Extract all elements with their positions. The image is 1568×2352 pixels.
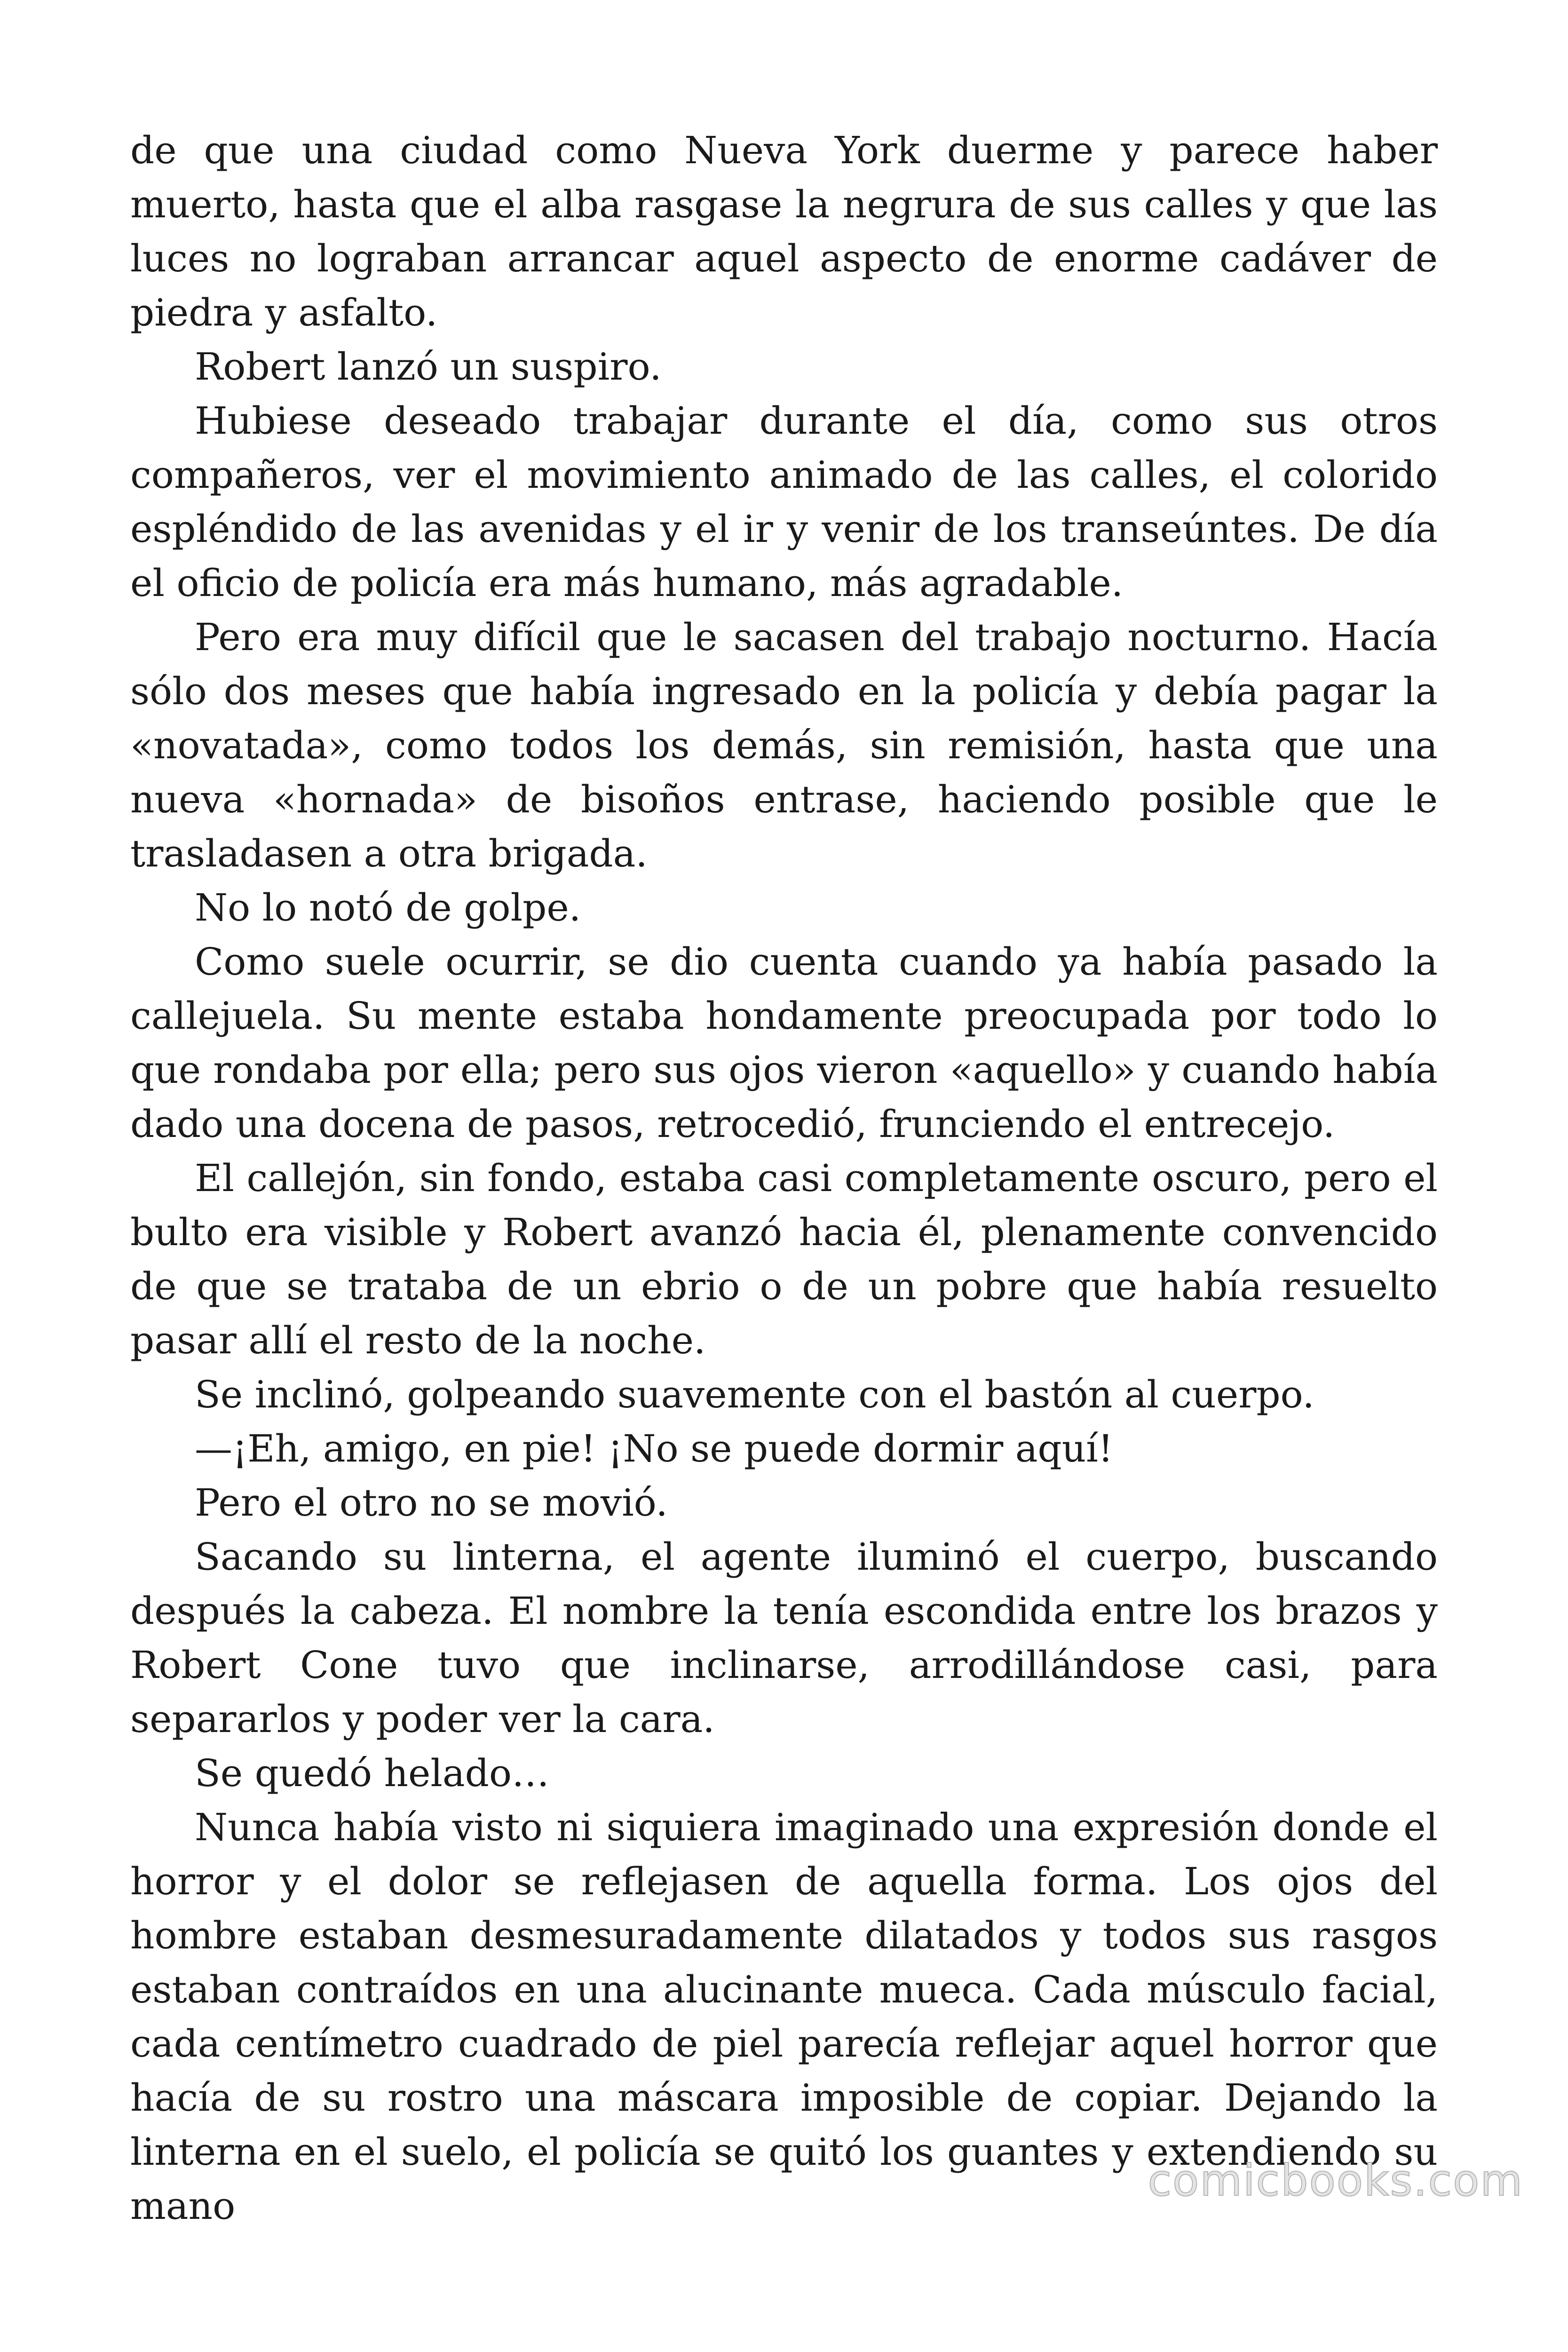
- paragraph: Se inclinó, golpeando suavemente con el bastón al cuerpo.: [195, 1373, 1315, 1416]
- paragraph-continuation: de que una ciudad como Nueva York duerme y parece haber muerto, hasta que el alba rasgase la negrura de sus calles y que las luces no lograban arrancar aquel aspecto de enorme cadáver de piedra y asfalto.: [130, 128, 1438, 334]
- paragraph: Pero el otro no se movió.: [195, 1481, 668, 1525]
- paragraph: Robert lanzó un suspiro.: [195, 345, 662, 389]
- paragraph: Se quedó helado…: [195, 1751, 549, 1795]
- body-text: [130, 123, 1438, 2233]
- dialogue-line: —¡Eh, amigo, en pie! ¡No se puede dormir aquí!: [195, 1427, 1113, 1470]
- paragraph: No lo notó de golpe.: [195, 886, 581, 930]
- paragraph: Hubiese deseado trabajar durante el día, como sus otros compañeros, ver el movimiento animado de las calles, el colorido espléndido de las avenidas y el ir y venir de los transeúntes. De día el oficio de policía era más humano, más agradable.: [130, 399, 1438, 605]
- paragraph: El callejón, sin fondo, estaba casi completamente oscuro, pero el bulto era visible y Robert avanzó hacia él, plenamente convencido de que se trataba de un ebrio o de un pobre que había resuelto pasar allí el resto de la noche.: [130, 1156, 1438, 1362]
- paragraph: Como suele ocurrir, se dio cuenta cuando ya había pasado la callejuela. Su mente estaba hondamente preocupada por todo lo que rondaba por ella; pero sus ojos vieron «aquello» y cuando había dado una docena de pasos, retrocedió, frunciendo el entrecejo.: [130, 940, 1438, 1146]
- paragraph: Nunca había visto ni siquiera imaginado una expresión donde el horror y el dolor se reflejasen de aquella forma. Los ojos del hombre estaban desmesuradamente dilatados y todos sus rasgos estaban contraídos en una alucinante mueca. Cada músculo facial, cada centímetro cuadrado de piel parecía reflejar aquel horror que hacía de su rostro una máscara imposible de copiar. Dejando la linterna en el suelo, el policía se quitó los guantes y extendiendo su mano: [130, 1805, 1438, 2228]
- paragraph: Pero era muy difícil que le sacasen del trabajo nocturno. Hacía sólo dos meses que había ingresado en la policía y debía pagar la «novatada», como todos los demás, sin remisión, hasta que una nueva «hornada» de bisoños entrase, haciendo posible que le trasladasen a otra brigada.: [130, 615, 1438, 875]
- paragraph: Sacando su linterna, el agente iluminó el cuerpo, buscando después la cabeza. El nombre la tenía escondida entre los brazos y Robert Cone tuvo que inclinarse, arrodillándose casi, para separarlos y poder ver la cara.: [130, 1535, 1438, 1741]
- watermark: comicbooks.com: [1148, 2155, 1523, 2206]
